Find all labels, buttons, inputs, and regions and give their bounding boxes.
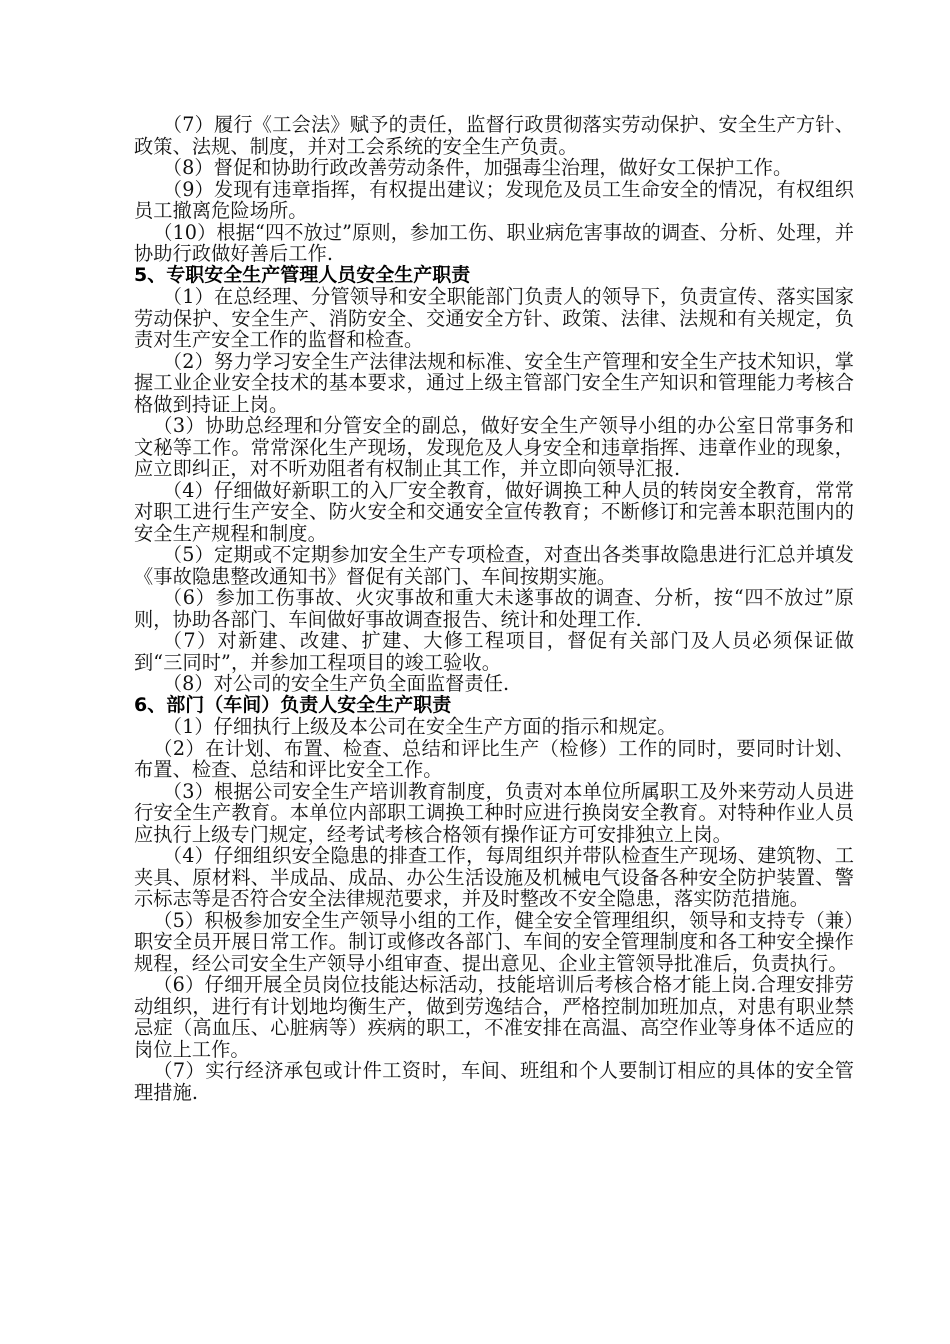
section-5-item-4: （4）仔细做好新职工的入厂安全教育，做好调换工种人员的转岗安全教育，常常对职工进行生产安全、防火安全和交通安全宣传教育；不断修订和完善本职范围内的安全生产规程和制度。 xyxy=(134,478,854,545)
section-5-item-7: （7）对新建、改建、扩建、大修工程项目，督促有关部门及人员必须保证做到“三同时”，并参加工程项目的竣工验收。 xyxy=(134,629,854,674)
section-5-item-5: （5）定期或不定期参加安全生产专项检查，对查出各类事故隐患进行汇总并填发《事故隐患整改通知书》督促有关部门、车间按期实施。 xyxy=(134,543,854,588)
section-6-item-1: （1）仔细执行上级及本公司在安全生产方面的指示和规定。 xyxy=(162,715,677,738)
section-6-item-6: （6）仔细开展全员岗位技能达标活动，技能培训后考核合格才能上岗.合理安排劳动组织，进行有计划地均衡生产，做到劳逸结合，严格控制加班加点，对患有职业禁忌症（高血压、心脏病等）疾病的职工，不准安排在高温、高空作业等身体不适应的岗位上工作。 xyxy=(134,973,854,1061)
section-6-title: 6、部门（车间）负责人安全生产职责 xyxy=(134,693,452,716)
paragraph-union-7: （7）履行《工会法》赋予的责任，监督行政贯彻落实劳动保护、安全生产方针、政策、法规、制度，并对工会系统的安全生产负责。 xyxy=(134,113,854,158)
section-5-item-8: （8）对公司的安全生产负全面监督责任. xyxy=(162,672,510,695)
paragraph-union-10: （10）根据“四不放过”原则，参加工伤、职业病危害事故的调查、分析、处理，并协助行政做好善后工作. xyxy=(134,220,854,265)
section-6-item-3: （3）根据公司安全生产培训教育制度，负责对本单位所属职工及外来劳动人员进行安全生产教育。本单位内部职工调换工种时应进行换岗安全教育。对特种作业人员应执行上级专门规定，经考试考核合格领有操作证方可安排独立上岗。 xyxy=(134,779,854,846)
section-5-item-6: （6）参加工伤事故、火灾事故和重大未遂事故的调查、分析，按“四不放过”原则，协助各部门、车间做好事故调查报告、统计和处理工作. xyxy=(134,586,854,631)
section-5-title: 5、专职安全生产管理人员安全生产职责 xyxy=(134,263,471,286)
paragraph-union-9: （9）发现有违章指挥，有权提出建议；发现危及员工生命安全的情况，有权组织员工撤离危险场所。 xyxy=(134,177,854,222)
section-6-item-5: （5）积极参加安全生产领导小组的工作，健全安全管理组织，领导和支持专（兼）职安全员开展日常工作。制订或修改各部门、车间的安全管理制度和各工种安全操作规程，经公司安全生产领导小组审查、提出意见、企业主管领导批准后，负责执行。 xyxy=(134,908,854,975)
section-6-item-7: （7）实行经济承包或计件工资时，车间、班组和个人要制订相应的具体的安全管理措施. xyxy=(134,1059,854,1104)
section-5-item-3: （3）协助总经理和分管安全的副总，做好安全生产领导小组的办公室日常事务和文秘等工作。常常深化生产现场，发现危及人身安全和违章指挥、违章作业的现象，应立即纠正，对不听劝阻者有权制止其工作，并立即向领导汇报. xyxy=(134,414,854,480)
section-5-item-1: （1）在总经理、分管领导和安全职能部门负责人的领导下，负责宣传、落实国家劳动保护、安全生产、消防安全、交通安全方针、政策、法律、法规和有关规定，负责对生产安全工作的监督和检查。 xyxy=(134,285,854,351)
paragraph-union-8: （8）督促和协助行政改善劳动条件，加强毒尘治理，做好女工保护工作。 xyxy=(162,156,793,179)
section-6-item-2: （2）在计划、布置、检查、总结和评比生产（检修）工作的同时，要同时计划、布置、检查、总结和评比安全工作。 xyxy=(134,736,854,781)
section-5-item-2: （2）努力学习安全生产法律法规和标准、安全生产管理和安全生产技术知识，掌握工业企业安全技术的基本要求，通过上级主管部门安全生产知识和管理能力考核合格做到持证上岗。 xyxy=(134,349,854,416)
document-page xyxy=(134,114,854,1103)
section-6-item-4: （4）仔细组织安全隐患的排查工作，每周组织并带队检查生产现场、建筑物、工夹具、原材料、半成品、成品、办公生活设施及机械电气设备各种安全防护装置、警示标志等是否符合安全法律规范要求，并及时整改不安全隐患，落实防范措施。 xyxy=(134,844,854,910)
